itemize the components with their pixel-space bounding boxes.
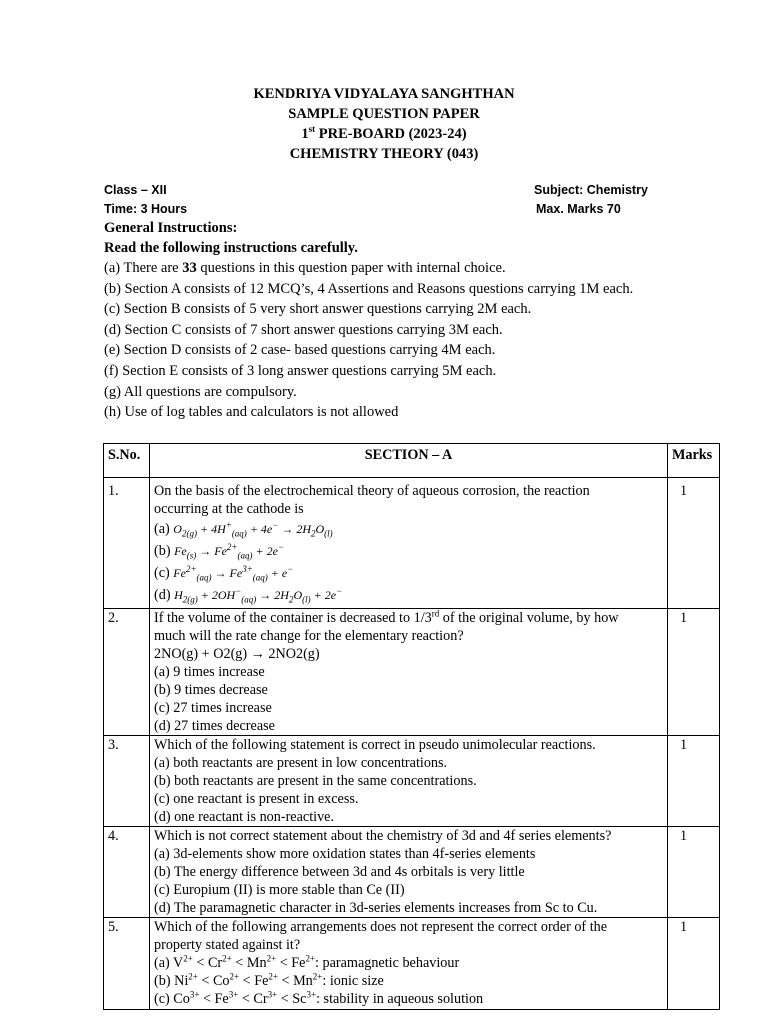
option-a: (a) $V^{2+} < Cr^{2+} < Mn^{2+} < Fe^{2+}$: paramagnetic behaviour [154,953,460,971]
option-a: (a) $O_{2(g)} + 4H^+_{(aq)} + 4e^- \to 2H_2O_{(l)}$ [154,520,333,539]
equation-d: $H_{2(g)} + 2OH^-_{(aq)} \to 2H_2O_{(l)} + 2e^-$ [174,586,343,605]
header-exam: 1st PRE-BOARD (2023-24) [301,124,467,142]
marks-header: Marks [668,444,720,478]
option-b: (b) $Fe_{(s)} \to Fe^{2+}_{(aq)} + 2e^-$ [154,542,284,561]
option-d: (d) one reactant is non-reactive. [154,809,335,825]
question-marks: 1 [668,736,720,827]
option-a: (a) both reactants are present in low concentrations. [154,755,448,771]
subject-label: Subject: Chemistry [534,183,648,197]
option-c: (c) one reactant is present in excess. [154,791,359,807]
table-row [104,736,720,827]
question-number: 3. [104,736,150,827]
section-header: SECTION – A [150,444,668,478]
equation-c: $Fe^{2+}_{(aq)} \to Fe^{3+}_{(aq)} + e^-$ [173,564,294,583]
question-marks: 1 [668,609,720,736]
section-a-table [103,443,720,1010]
header-paper-type: SAMPLE QUESTION PAPER [288,106,480,122]
option-b: (b) 9 times decrease [154,682,268,698]
question-number: 4. [104,827,150,918]
question-marks: 1 [668,478,720,609]
question-marks: 1 [668,918,720,1010]
instruction-h: (h) Use of log tables and calculators is not allowed [104,404,399,421]
equation-a: $O_{2(g)} + 4H^+_{(aq)} + 4e^- \to 2H_2O_{(l)}$ [173,520,333,539]
option-d: (d) The paramagnetic character in 3d-series elements increases from Sc to Cu. [154,900,598,916]
instructions-title: General Instructions: [104,220,238,236]
class-label: Class – XII [104,183,167,197]
question-number: 1. [104,478,150,609]
header-organisation: KENDRIYA VIDYALAYA SANGHTHAN [253,86,515,102]
instruction-d: (d) Section C consists of 7 short answer questions carrying 3M each. [104,321,503,338]
reaction-equation: 2NO(g) + O2(g) → 2NO2(g) [154,646,320,662]
option-c: (c) Europium (II) is more stable than Ce (II) [154,882,405,898]
option-d: (d) 27 times decrease [154,718,275,734]
table-header-row [104,444,720,478]
option-b: (b) both reactants are present in the same concentrations. [154,773,477,789]
general-instructions [104,218,704,423]
question-text: On the basis of the electrochemical theory of aqueous corrosion, the reaction occurring at the cathode is (a) $O_{2(g)} + 4H^+_{(aq)} + 4e^- \to 2H_2O_{(l)}$ (b) $Fe_{(s)} \to Fe^{2+}_{(aq)} + 2e^-$ (c) $Fe^{2+}_{(aq)} \to Fe^{3+}_{(aq)} + e^-$ (d) $H_{2(g)} + 2OH^-_{(aq)} \to 2H_2O_{(l)} + 2e^-$ [150,478,668,609]
question-text: Which of the following statement is correct in pseudo unimolecular reactions. (a) both reactants are present in low concentrations. (b) both reactants are present in the same concentrations. (c) one reactant is present in excess. (d) one reactant is non-reactive. [150,736,668,827]
question-text: Which is not correct statement about the chemistry of 3d and 4f series elements? (a) 3d-elements show more oxidation states than 4f-series elements (b) The energy difference between 3d and 4s orbitals is very little (c) Europium (II) is more stable than Ce (II) (d) The paramagnetic character in 3d-series elements increases from Sc to Cu. [150,827,668,918]
header-subject: CHEMISTRY THEORY (043) [289,146,479,162]
instruction-g: (g) All questions are compulsory. [104,383,297,400]
equation-b: $Fe_{(s)} \to Fe^{2+}_{(aq)} + 2e^-$ [174,542,284,561]
instruction-a: (a) There are 33 questions in this question paper with internal choice. [104,260,506,276]
max-marks-label: Max. Marks 70 [536,202,621,216]
instruction-e: (e) Section D consists of 2 case- based questions carrying 4M each. [104,342,496,359]
table-row [104,609,720,736]
question-number: 5. [104,918,150,1010]
option-c: (c) 27 times increase [154,700,272,716]
table-row [104,827,720,918]
instruction-b: (b) Section A consists of 12 MCQ’s, 4 Assertions and Reasons questions carrying 1M each. [104,280,634,297]
instruction-c: (c) Section B consists of 5 very short answer questions carrying 2M each. [104,301,532,318]
option-a: (a) 3d-elements show more oxidation states than 4f-series elements [154,846,536,862]
question-marks: 1 [668,827,720,918]
question-text: If the volume of the container is decreased to 1/3rd of the original volume, by how much will the rate change for the elementary reaction? 2NO(g) + O2(g) → 2NO2(g) (a) 9 times increase (b) 9 times decrease (c) 27 times increase (d) 27 times decrease [150,609,668,736]
time-label: Time: 3 Hours [104,202,188,216]
instruction-f: (f) Section E consists of 3 long answer questions carrying 5M each. [104,362,497,379]
sno-header: S.No. [104,444,150,478]
question-text: Which of the following arrangements does not represent the correct order of the property stated against it? (a) $V^{2+} < Cr^{2+} < Mn^{2+} < Fe^{2+}$: paramagnetic behaviour (b) $Ni^{2+} < Co^{2+} < Fe^{2+} < Mn^{2+}$: ionic size (c) $Co^{3+} < Fe^{3+} < Cr^{3+} < Sc^{3+}$: stability in aqueous solution [150,918,668,1010]
paper-header [0,84,768,164]
table-row [104,918,720,1010]
instructions-subtitle: Read the following instructions carefully. [104,240,358,256]
option-b: (b) The energy difference between 3d and 4s orbitals is very little [154,864,525,880]
option-c: (c) $Co^{3+} < Fe^{3+} < Cr^{3+} < Sc^{3+}$: stability in aqueous solution [154,989,484,1007]
option-b: (b) $Ni^{2+} < Co^{2+} < Fe^{2+} < Mn^{2+}$: ionic size [154,971,384,989]
option-c: (c) $Fe^{2+}_{(aq)} \to Fe^{3+}_{(aq)} + e^-$ [154,564,294,583]
option-d: (d) $H_{2(g)} + 2OH^-_{(aq)} \to 2H_2O_{(l)} + 2e^-$ [154,586,343,605]
question-number: 2. [104,609,150,736]
option-a: (a) 9 times increase [154,664,265,680]
table-row [104,478,720,609]
